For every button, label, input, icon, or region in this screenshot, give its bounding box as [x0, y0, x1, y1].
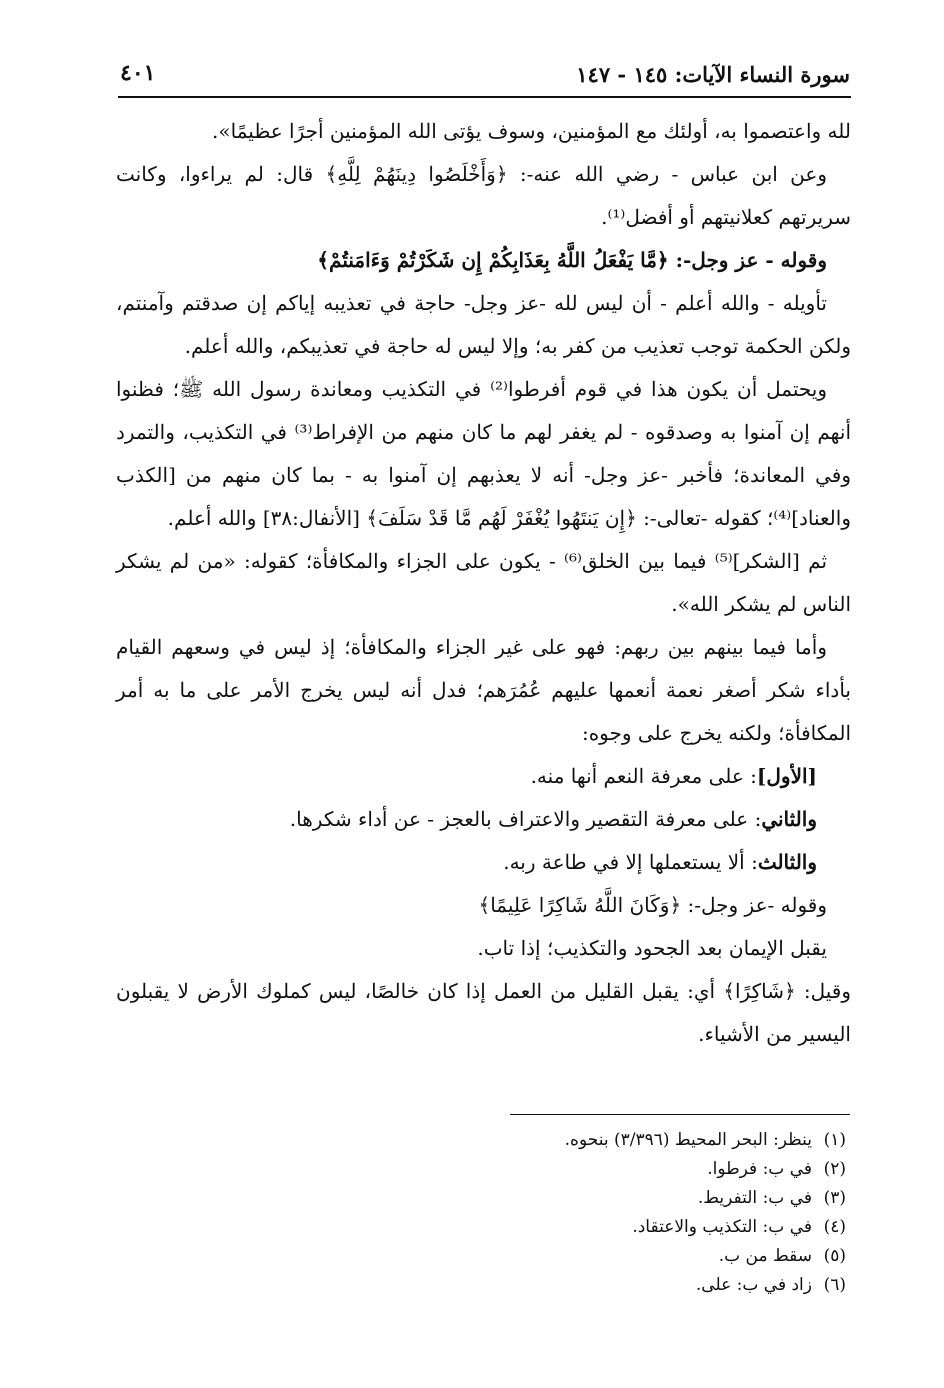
footnote-number: (١): [823, 1130, 846, 1150]
footnote: [300, 1242, 850, 1271]
list-item: [116, 841, 851, 884]
footnote-number: (٣): [823, 1188, 846, 1208]
paragraph: ويحتمل أن يكون هذا في قوم أفرطوا⁽²⁾ في التكذيب ومعاندة رسول الله ﷺ؛ فظنوا أنهم إن آمنوا به وصدقوه - لم يغفر لهم ما كان منهم من الإفراط⁽³⁾ في التكذيب، والتمرد وفي المعاندة؛ فأخبر -عز وجل- أنه لا يعذبهم إن آمنوا به - بما كان منهم من [الكذب والعناد]⁽⁴⁾؛ كقوله -تعالى-: ﴿إِن يَنتَهُوا يُغْفَرْ لَهُم مَّا قَدْ سَلَفَ﴾ [الأنفال:٣٨] والله أعلم.: [116, 377, 851, 530]
list-item: [116, 798, 851, 841]
list-text: : على معرفة النعم أنها منه.: [530, 764, 757, 788]
paragraph: تأويله - والله أعلم - أن ليس لله -عز وجل- حاجة في تعذيبه إياكم إن صدقتم وآمنتم، ولكن الحكمة توجب تعذيب من كفر به؛ وإلا ليس له حاجة في تعذيبكم، والله أعلم.: [116, 291, 851, 358]
footnote: [300, 1155, 850, 1184]
footnote-text: في ب: التكذيب والاعتقاد.: [632, 1217, 812, 1237]
list-label: [الأول]: [756, 764, 817, 788]
footnote: [300, 1184, 850, 1213]
footnote: [300, 1271, 850, 1300]
paragraph: ثم [الشكر]⁽⁵⁾ فيما بين الخلق⁽⁶⁾ - يكون على الجزاء والمكافأة؛ كقوله: «من لم يشكر الناس لم يشكر الله».: [116, 549, 851, 616]
list-item: [116, 755, 851, 798]
footnote-number: (٢): [823, 1159, 846, 1179]
footnotes: [300, 1126, 850, 1300]
running-header: [120, 56, 850, 96]
verse-paragraph: وقوله - عز وجل-: ﴿مَّا يَفْعَلُ اللَّهُ بِعَذَابِكُمْ إِن شَكَرْتُمْ وَءَامَنتُمْ﴾: [317, 248, 827, 272]
footnote-text: ينظر: البحر المحيط (٣/٣٩٦) بنحوه.: [564, 1130, 812, 1150]
list-text: : ألا يستعملها إلا في طاعة ربه.: [503, 850, 758, 874]
footnote-number: (٦): [823, 1275, 846, 1295]
verse-paragraph: وقوله -عز وجل-: ﴿وَكَانَ اللَّهُ شَاكِرًا عَلِيمًا﴾: [478, 893, 827, 917]
paragraph: يقبل الإيمان بعد الجحود والتكذيب؛ إذا تاب.: [477, 936, 827, 960]
footnote-rule: [510, 1114, 850, 1115]
paragraph: وقيل: ﴿شَاكِرًا﴾ أي: يقبل القليل من العمل إذا كان خالصًا، ليس كملوك الأرض لا يقبلون اليسير من الأشياء.: [116, 979, 851, 1046]
list-text: : على معرفة التقصير والاعتراف بالعجز - عن أداء شكرها.: [289, 807, 762, 831]
footnote: [300, 1126, 850, 1155]
header-title: سورة النساء الآيات: ١٤٥ - ١٤٧: [576, 62, 850, 87]
paragraph: وعن ابن عباس - رضي الله عنه-: ﴿وَأَخْلَصُوا دِينَهُمْ لِلَّهِ﴾ قال: لم يراءوا، وكانت سريرتهم كعلانيتهم أو أفضل⁽¹⁾.: [116, 162, 851, 229]
list-label: والثالث: [757, 850, 817, 874]
footnote-text: زاد في ب: على.: [695, 1275, 812, 1295]
paragraph: لله واعتصموا به، أولئك مع المؤمنين، وسوف يؤتى الله المؤمنين أجرًا عظيمًا».: [212, 119, 851, 143]
main-text: [116, 110, 851, 1056]
footnote-number: (٤): [823, 1217, 846, 1237]
footnote-text: في ب: التفريط.: [697, 1188, 812, 1208]
footnote-text: في ب: فرطوا.: [707, 1159, 812, 1179]
list-label: والثاني: [761, 807, 817, 831]
header-rule: [118, 96, 851, 98]
footnote: [300, 1213, 850, 1242]
footnote-text: سقط من ب.: [718, 1246, 812, 1266]
paragraph: وأما فيما بينهم بين ربهم: فهو على غير الجزاء والمكافأة؛ إذ ليس في وسعهم القيام بأداء شكر أصغر نعمة أنعمها عليهم عُمُرَهم؛ فدل أنه ليس يخرج الأمر على ما به أمر المكافأة؛ ولكنه يخرج على وجوه:: [116, 635, 851, 745]
page-number: ٤٠١: [120, 60, 156, 86]
footnote-number: (٥): [823, 1246, 846, 1266]
